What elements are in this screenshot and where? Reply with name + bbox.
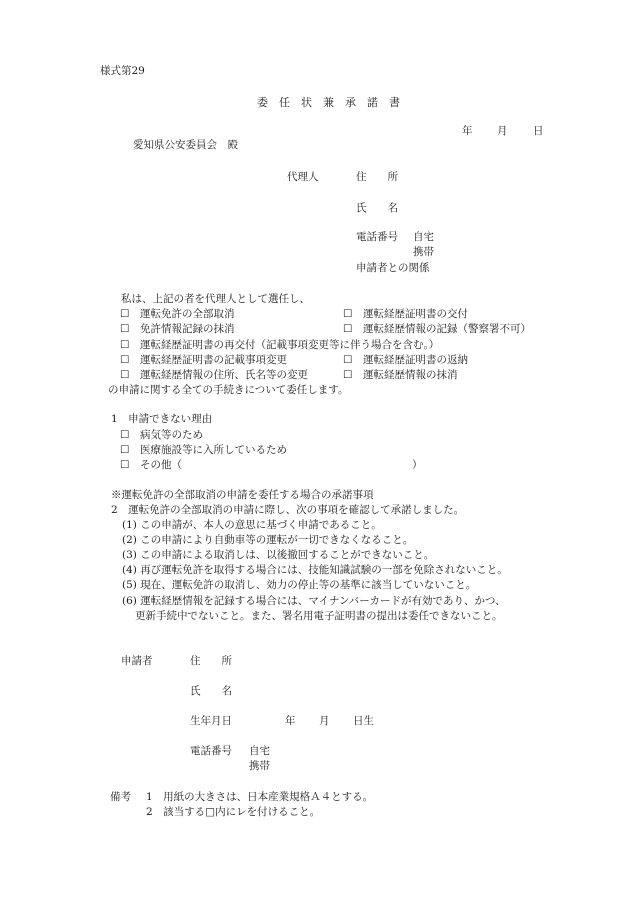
title-char: 任	[279, 96, 290, 109]
title-char: 兼	[323, 96, 334, 109]
consent-item: (3) この申請による取消しは、以後撤回することができないこと。	[122, 549, 435, 561]
applicant-name-label: 氏 名	[190, 685, 232, 697]
agent-phone-label: 電話番号	[356, 231, 398, 243]
applicant-birth-label: 生年月日	[190, 715, 232, 727]
remark-item: 1 用紙の大きさは、日本産業規格Ａ４とする。	[146, 791, 374, 803]
checkbox[interactable]: ☐	[343, 354, 353, 366]
title-char: 書	[389, 96, 400, 109]
intro-text: 私は、上記の者を代理人として選任し、	[121, 293, 310, 305]
procedure-item[interactable]: ☐ 免許情報記録の抹消	[120, 323, 235, 335]
agent-name-label: 氏 名	[356, 202, 398, 214]
consent-item: (6) 運転経歴情報を記録する場合には、マイナンバーカードが有効であり、かつ、	[122, 595, 506, 607]
applicant-birth-day: 日生	[353, 715, 374, 727]
title-char: 承	[345, 96, 356, 109]
checkbox[interactable]: ☐	[120, 308, 130, 320]
remarks-label: 備考	[110, 791, 131, 803]
consent-item: (4) 再び運転免許を取得する場合には、技能知識試験の一部を免除されないこと。	[122, 564, 508, 576]
applicant-phone-label: 電話番号	[190, 745, 232, 757]
consent-item: (5) 現在、運転免許の取消し、効力の停止等の基準に該当していないこと。	[122, 579, 477, 591]
procedure-item[interactable]: ☐ 運転経歴証明書の再交付（記載事項変更等に伴う場合を含む。）	[120, 339, 440, 351]
reason-item-other[interactable]: ☐ その他（	[120, 459, 182, 471]
procedure-item[interactable]: ☐ 運転経歴証明書の交付	[343, 308, 468, 320]
procedure-item[interactable]: ☐ 運転経歴証明書の返納	[343, 354, 468, 366]
applicant-address-label: 住 所	[190, 655, 232, 667]
consent-subheading: 2 運転免許の全部取消の申請に際し、次の事項を確認して承諾しました。	[111, 504, 465, 516]
agent-home-label: 自宅	[413, 231, 434, 243]
checkbox[interactable]: ☐	[343, 369, 353, 381]
document-title	[257, 97, 411, 109]
other-reason-close-paren: ）	[412, 459, 423, 471]
agent-mobile-label: 携帯	[413, 246, 434, 258]
checkbox[interactable]: ☐	[120, 444, 130, 456]
checkbox[interactable]: ☐	[120, 354, 130, 366]
applicant-label: 申請者	[121, 655, 153, 667]
procedure-item[interactable]: ☐ 運転免許の全部取消	[120, 308, 235, 320]
applicant-home-label: 自宅	[249, 745, 270, 757]
checkbox[interactable]: ☐	[120, 323, 130, 335]
title-char: 状	[301, 96, 312, 109]
title-char: 委	[257, 96, 268, 109]
date-month-label: 月	[497, 125, 508, 137]
checkbox[interactable]: ☐	[343, 323, 353, 335]
agent-label: 代理人	[287, 171, 319, 183]
date-year-label: 年	[462, 125, 473, 137]
checkbox[interactable]: ☐	[343, 308, 353, 320]
reason-item[interactable]: ☐ 病気等のため	[120, 429, 203, 441]
delegation-statement: の申請に関する全ての手続きについて委任します。	[108, 384, 349, 396]
agent-address-label: 住 所	[356, 171, 398, 183]
reasons-heading: 1 申請できない理由	[111, 413, 213, 425]
addressee: 愛知県公安委員会 殿	[133, 139, 238, 151]
consent-item-continuation: 更新手続中でないこと。また、署名用電子証明書の提出は委任できないこと。	[135, 610, 503, 622]
agent-relation-label: 申請者との関係	[356, 262, 430, 274]
applicant-birth-year: 年	[285, 715, 296, 727]
procedure-item[interactable]: ☐ 運転経歴情報の抹消	[343, 369, 458, 381]
remark-item: 2 該当する□内にレを付けること。	[146, 806, 321, 818]
reason-item[interactable]: ☐ 医療施設等に入所しているため	[120, 444, 287, 456]
procedure-item[interactable]: ☐ 運転経歴情報の住所、氏名等の変更	[120, 369, 308, 381]
procedure-item[interactable]: ☐ 運転経歴証明書の記載事項変更	[120, 354, 287, 366]
procedure-item[interactable]: ☐ 運転経歴情報の記録（警察署不可）	[343, 323, 531, 335]
form-number: 様式第29	[100, 65, 145, 77]
title-char: 諾	[367, 96, 378, 109]
consent-item: (2) この申請により自動車等の運転が一切できなくなること。	[122, 534, 414, 546]
applicant-mobile-label: 携帯	[249, 760, 270, 772]
checkbox[interactable]: ☐	[120, 459, 130, 471]
consent-item: (1) この申請が、本人の意思に基づく申請であること。	[122, 519, 382, 531]
applicant-birth-month: 月	[319, 715, 330, 727]
checkbox[interactable]: ☐	[120, 429, 130, 441]
checkbox[interactable]: ☐	[120, 369, 130, 381]
date-day-label: 日	[533, 125, 544, 137]
checkbox[interactable]: ☐	[120, 339, 130, 351]
consent-heading: ※運転免許の全部取消の申請を委任する場合の承諾事項	[111, 489, 374, 501]
